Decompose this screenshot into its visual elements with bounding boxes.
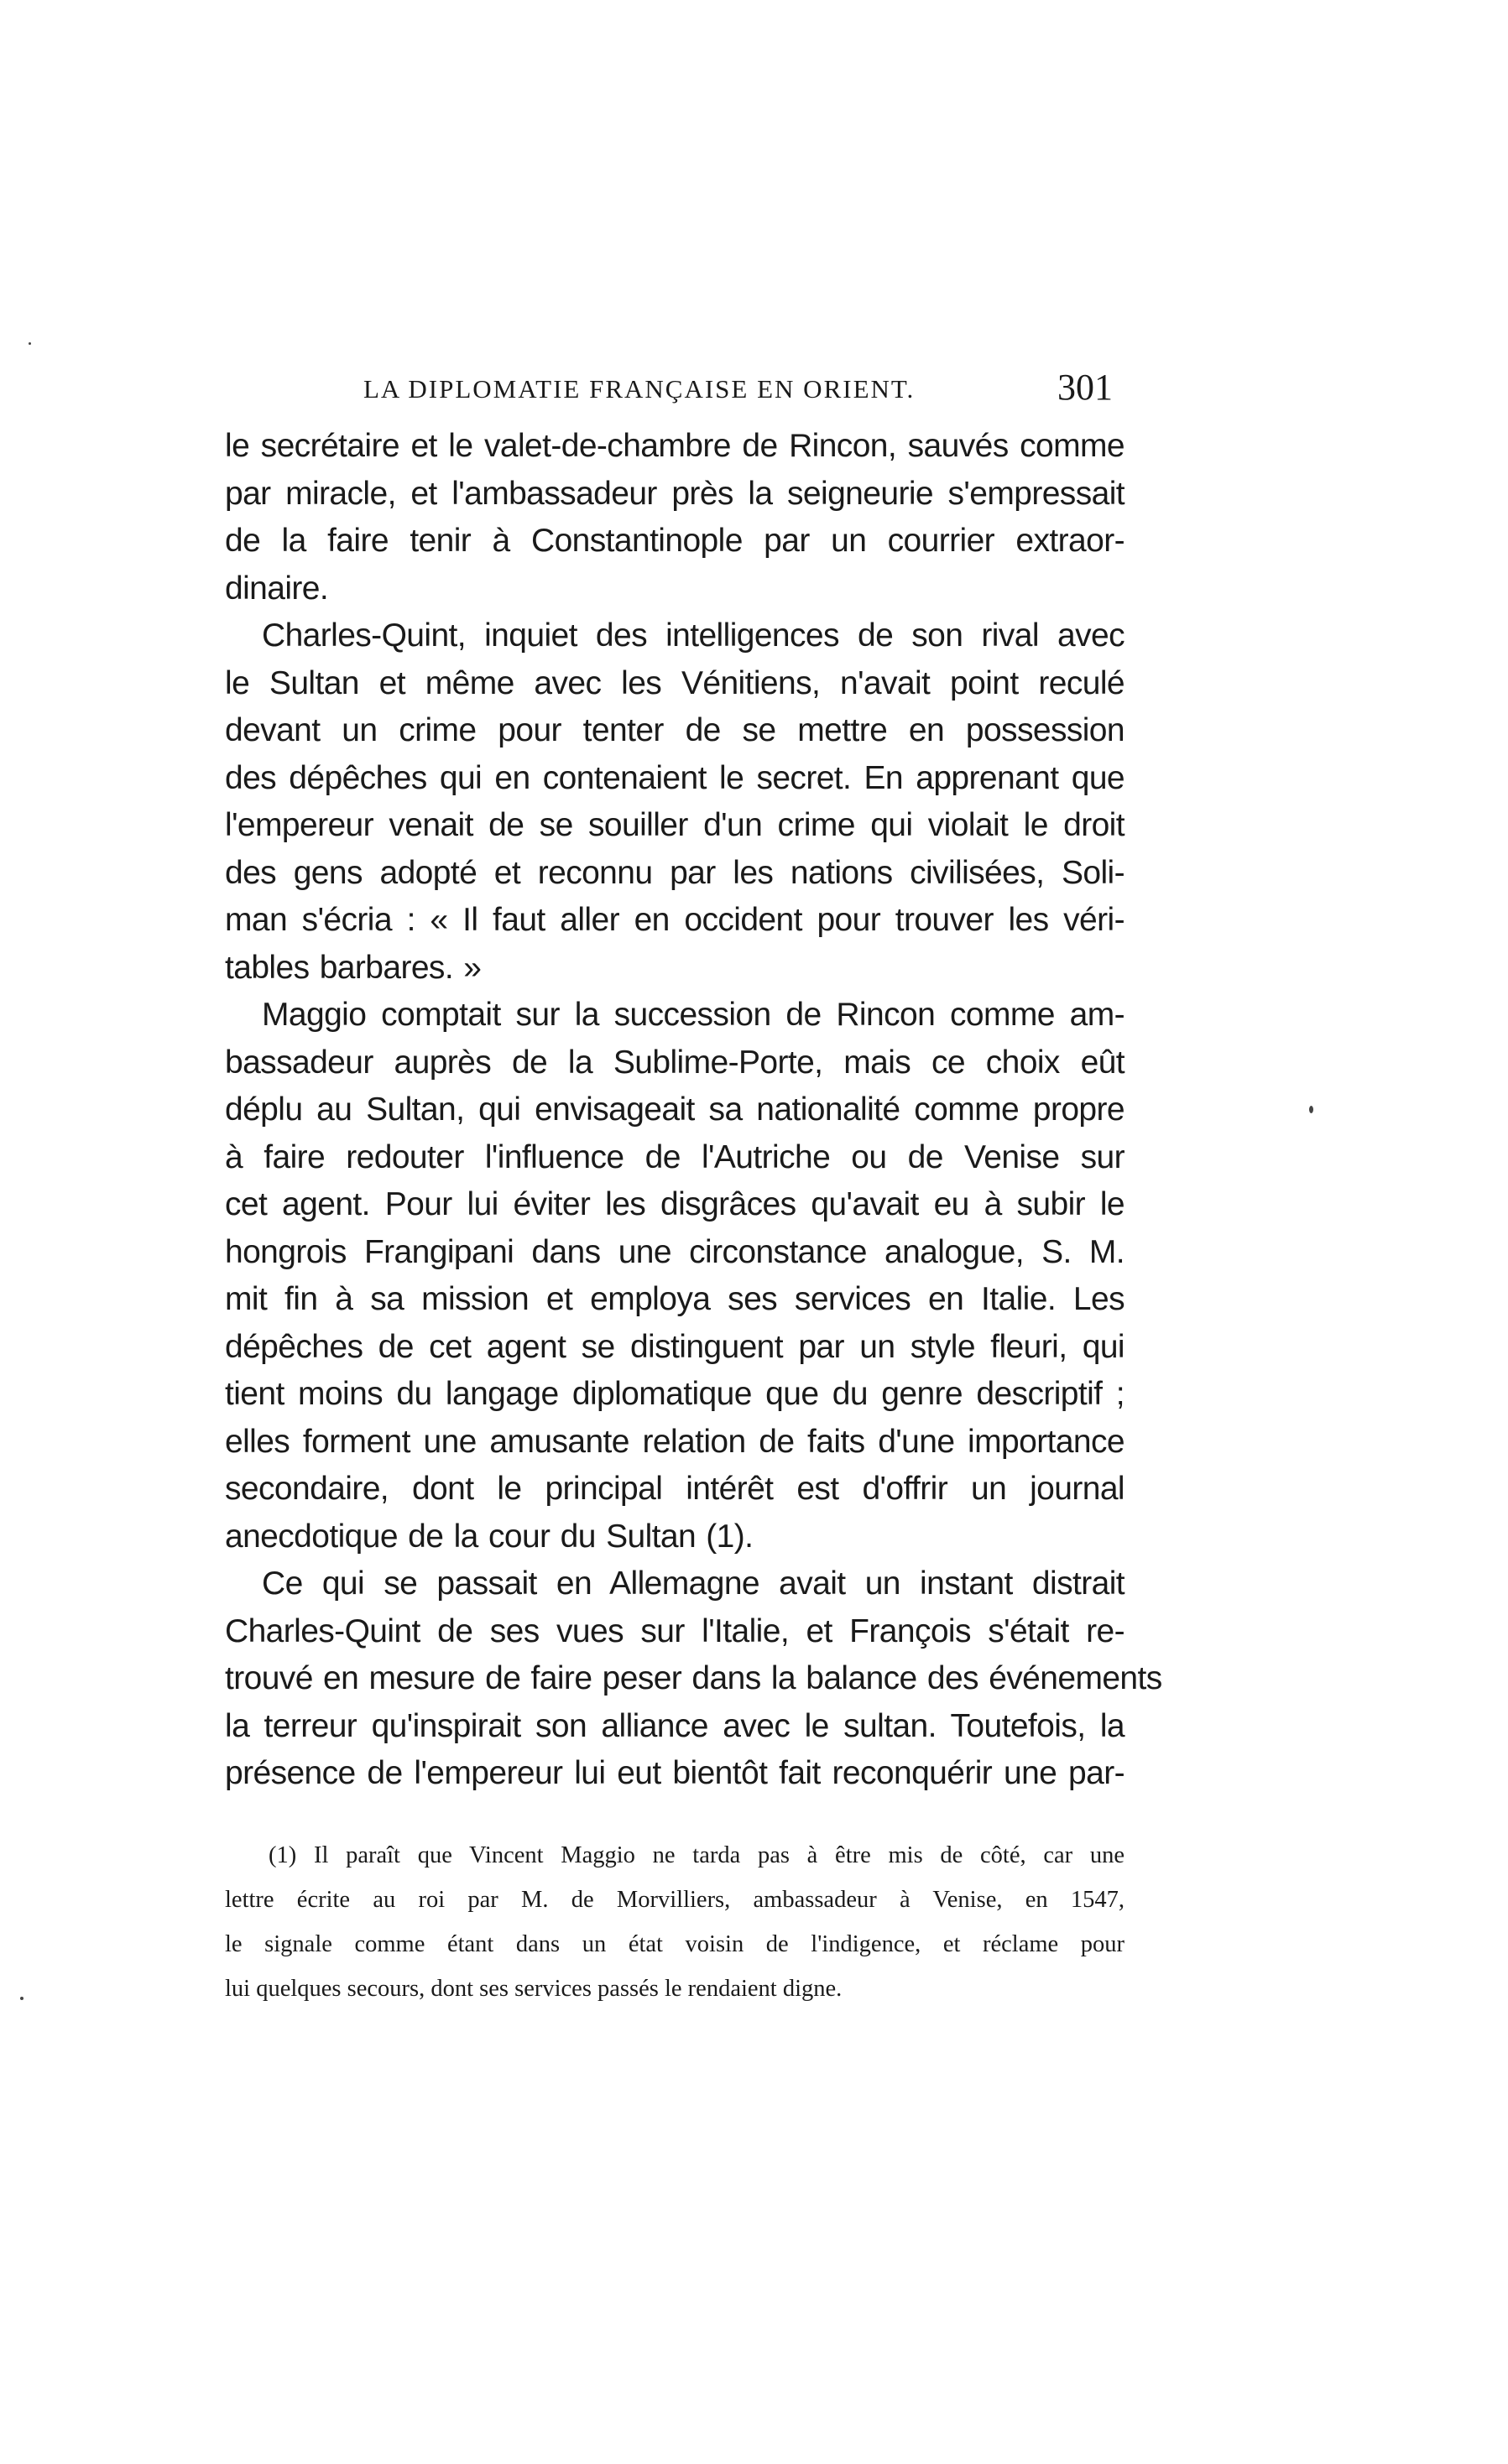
text-line: le Sultan et même avec les Vénitiens, n'avait point reculé [225, 664, 1124, 701]
text-line: présence de l'empereur lui eut bientôt fait reconquérir une par- [225, 1755, 1124, 1791]
text-line: Charles-Quint de ses vues sur l'Italie, et François s'était re- [225, 1612, 1124, 1649]
scan-speck [1309, 1106, 1313, 1113]
text-line: man s'écria : « Il faut aller en occident pour trouver les véri- [225, 902, 1124, 938]
text-line: hongrois Frangipani dans une circonstance analogue, S. M. [225, 1233, 1124, 1270]
text-line: dépêches de cet agent se distinguent par un style fleuri, qui [225, 1328, 1124, 1365]
running-title: LA DIPLOMATIE FRANÇAISE EN ORIENT. [363, 374, 916, 404]
footnote-line: lettre écrite au roi par M. de Morvilliers, ambassadeur à Venise, en 1547, [225, 1887, 1124, 1913]
body-text [225, 423, 1162, 1798]
text-line: tables barbares. » [225, 949, 482, 986]
page-number: 301 [1057, 367, 1113, 408]
text-line: déplu au Sultan, qui envisageait sa nationalité comme propre [225, 1091, 1124, 1128]
scan-speck [20, 1997, 23, 2000]
text-line: l'empereur venait de se souiller d'un crime qui violait le droit [225, 807, 1124, 843]
text-line: secondaire, dont le principal intérêt est d'offrir un journal [225, 1471, 1124, 1507]
text-line: des gens adopté et reconnu par les nations civilisées, Soli- [225, 854, 1124, 891]
text-line: de la faire tenir à Constantinople par un courrier extraor- [225, 523, 1124, 559]
text-line: la terreur qu'inspirait son alliance avec le sultan. Toutefois, la [225, 1707, 1124, 1744]
scan-speck [29, 342, 31, 345]
text-line: dinaire. [225, 570, 329, 607]
text-line: Charles-Quint, inquiet des intelligences de son rival avec [262, 617, 1124, 654]
footnote-line: le signale comme étant dans un état voisin de l'indigence, et réclame pour [225, 1931, 1124, 1957]
footnote-line: lui quelques secours, dont ses services passés le rendaient digne. [225, 1976, 843, 2002]
text-line: à faire redouter l'influence de l'Autriche ou de Venise sur [225, 1138, 1124, 1175]
text-line: le secrétaire et le valet-de-chambre de Rincon, sauvés comme [225, 428, 1124, 464]
text-line: trouvé en mesure de faire peser dans la balance des événements [225, 1660, 1162, 1696]
text-line: Ce qui se passait en Allemagne avait un instant distrait [262, 1565, 1124, 1602]
text-line: bassadeur auprès de la Sublime-Porte, mais ce choix eût [225, 1044, 1124, 1081]
footnotes [225, 1833, 1124, 2011]
text-line: anecdotique de la cour du Sultan (1). [225, 1518, 754, 1555]
text-line: mit fin à sa mission et employa ses services en Italie. Les [225, 1281, 1124, 1317]
text-line: cet agent. Pour lui éviter les disgrâces qu'avait eu à subir le [225, 1186, 1124, 1222]
running-head [225, 366, 1124, 416]
text-line: par miracle, et l'ambassadeur près la seigneurie s'empressait [225, 475, 1124, 512]
text-line: des dépêches qui en contenaient le secret. En apprenant que [225, 759, 1124, 796]
text-line: tient moins du langage diplomatique que du genre descriptif ; [225, 1376, 1124, 1412]
text-line: Maggio comptait sur la succession de Rincon comme am- [262, 997, 1124, 1033]
text-line: devant un crime pour tenter de se mettre en possession [225, 712, 1124, 748]
footnote-line: (1) Il paraît que Vincent Maggio ne tarda pas à être mis de côté, car une [269, 1842, 1124, 1868]
text-line: elles forment une amusante relation de faits d'une importance [225, 1423, 1124, 1460]
